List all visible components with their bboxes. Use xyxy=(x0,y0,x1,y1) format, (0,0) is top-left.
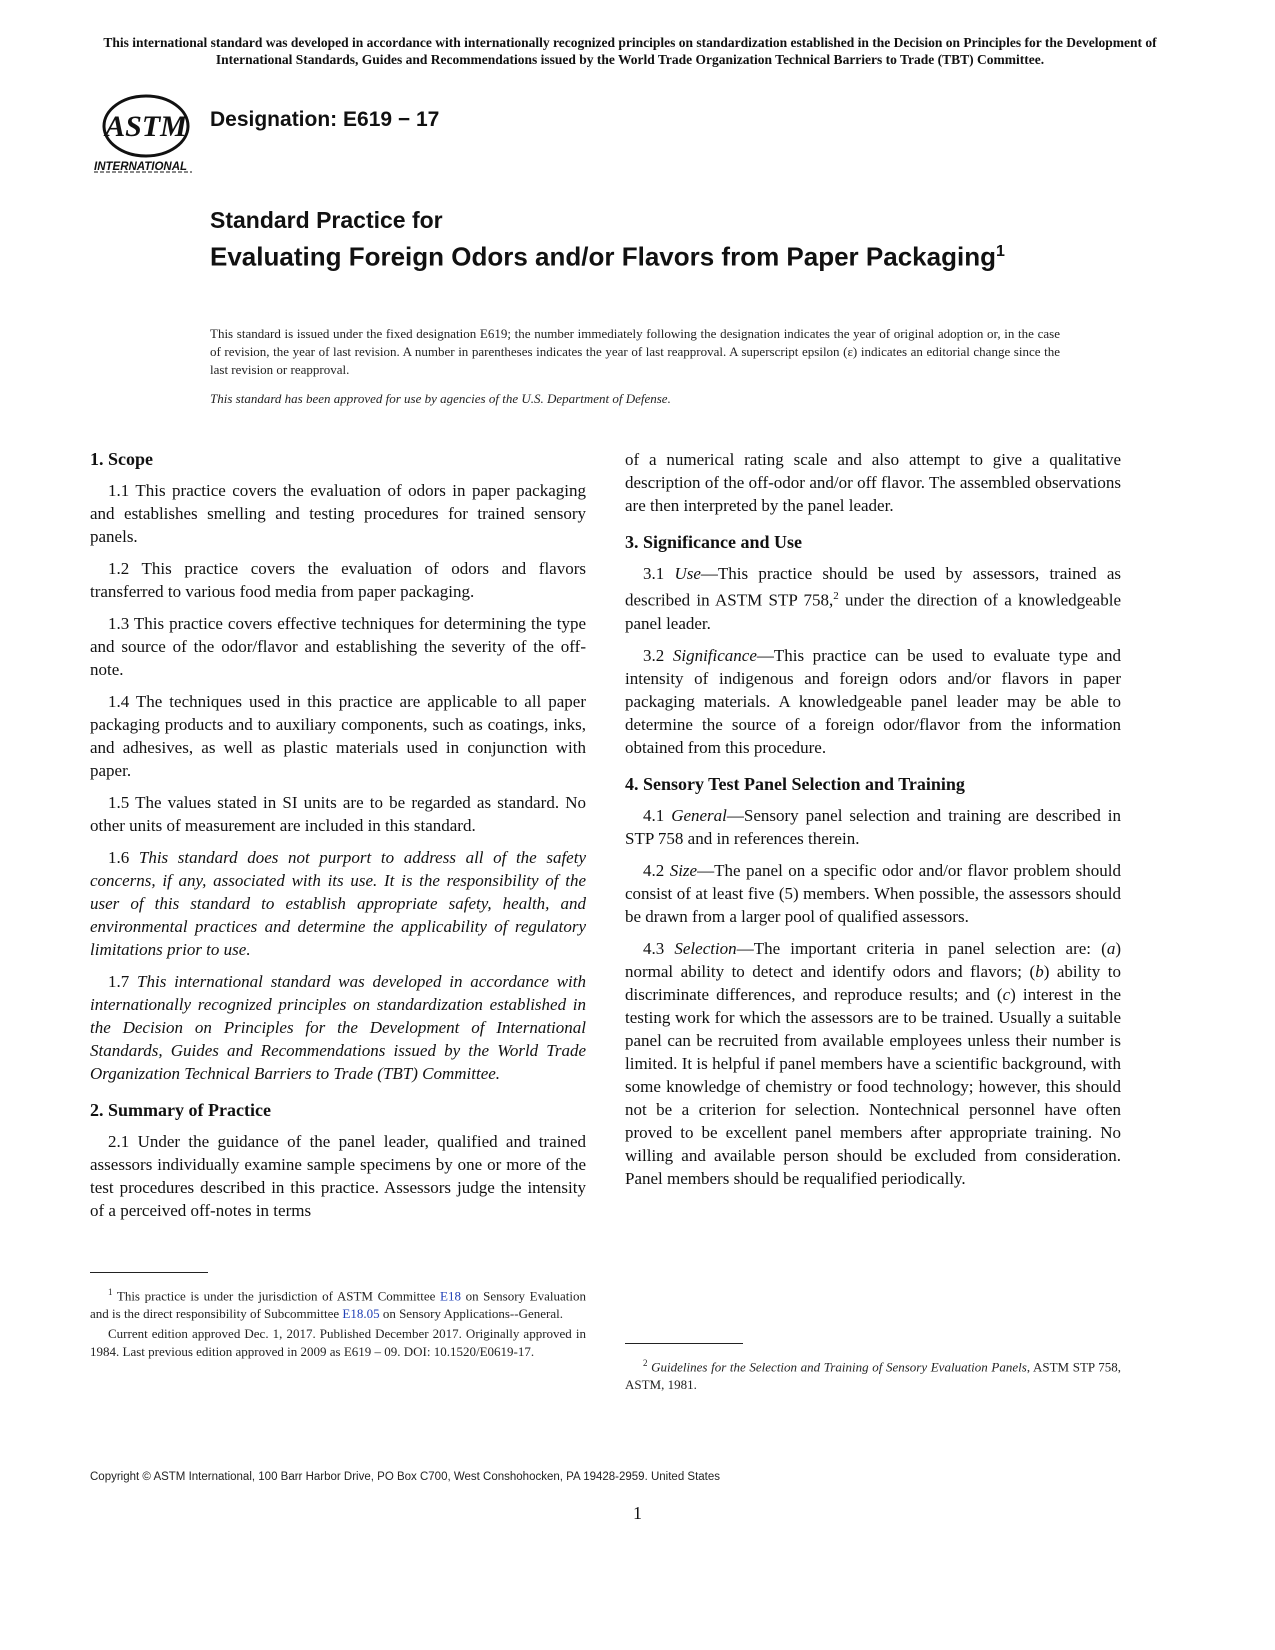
paragraph-4-1-term: General xyxy=(671,805,727,825)
section-heading-significance: 3. Significance and Use xyxy=(625,532,803,552)
title-footnote-mark: 1 xyxy=(995,243,1005,260)
paragraph-1-1: 1.1 This practice covers the evaluation of odors in paper packaging and establishes smelling and testing procedures for trained sensory panels. xyxy=(90,481,586,546)
paragraph-1-3: 1.3 This practice covers effective techniques for determining the type and source of the odor/flavor and establishing the severity of the off-note. xyxy=(90,614,586,679)
paragraph-1-7-text: This international standard was developed in accordance with internationally recognized principles on standardization established in the Decision on Principles for the Development of International Standards, Guides and Recommendations issued by the World Trade Organization Technical Barriers to Trade (TBT) Committee. xyxy=(90,972,586,1083)
footnote-2-title: Guidelines for the Selection and Training of Sensory Evaluation Panels xyxy=(651,1359,1027,1375)
paragraph-1-7-number: 1.7 xyxy=(108,972,130,991)
subcommittee-e18-05-link[interactable]: E18.05 xyxy=(342,1306,380,1322)
paragraph-1-6 xyxy=(90,846,586,961)
footnotes-right xyxy=(625,1343,1121,1396)
title-line2 xyxy=(210,235,1110,274)
paragraph-2-1-continued: of a numerical rating scale and also attempt to give a qualitative description of the off-odor and/or off flavor. The assembled observations are then interpreted by the panel leader. xyxy=(625,450,1121,515)
paragraph-4-1 xyxy=(625,804,1121,850)
footnote-ref-2: 2 xyxy=(833,590,839,602)
footnote-1-text-a: This practice is under the jurisdiction of ASTM Committee xyxy=(112,1288,440,1304)
top-notice: This international standard was developed in accordance with internationally recognized principles on standardization established in the Decision on Principles for the Development of International Standards, Guides and Recommendations issued by the World Trade Organization Technical Barriers to Trade (TBT) Committee. xyxy=(103,35,1157,67)
copyright: Copyright © ASTM International, 100 Barr Harbor Drive, PO Box C700, West Conshohocken, PA 19428-2959. United States xyxy=(90,1471,721,1483)
paragraph-4-3-item-b: b xyxy=(1035,961,1044,981)
page-number: 1 xyxy=(633,1503,642,1523)
designation: Designation: E619 − 17 xyxy=(210,108,440,131)
paragraph-3-2-number: 3.2 xyxy=(643,645,665,665)
paragraph-4-2 xyxy=(625,859,1121,928)
paragraph-1-6-text: This standard does not purport to address all of the safety concerns, if any, associated with its use. It is the responsibility of the user of this standard to establish appropriate safety, health, and environmental practices and determine the applicability of regulatory limitations prior to use. xyxy=(90,848,586,959)
issued-note: This standard is issued under the fixed designation E619; the number immediately following the designation indicates the year of original adoption or, in the case of revision, the year of last revision. A number in parentheses indicates the year of last reapproval. A superscript epsilon (ε) indicates an editorial change since the last revision or reapproval. xyxy=(210,326,1060,377)
footnotes-left xyxy=(90,1272,586,1363)
footnote-rule xyxy=(625,1343,743,1344)
paragraph-3-2-term: Significance xyxy=(672,645,757,665)
section-heading-scope: 1. Scope xyxy=(90,449,153,469)
paragraph-1-7 xyxy=(90,970,586,1085)
footnote-1 xyxy=(90,1283,586,1323)
logo-subtext: INTERNATIONAL xyxy=(94,161,188,173)
paragraph-4-2-number: 4.2 xyxy=(643,860,665,880)
paragraph-4-2-text: —The panel on a specific odor and/or flavor problem should consist of at least five (5) members. When possible, the assessors should be drawn from a larger pool of qualified assessors. xyxy=(625,860,1121,926)
paragraph-4-3 xyxy=(625,937,1121,1190)
title-main: Evaluating Foreign Odors and/or Flavors from Paper Packaging xyxy=(210,241,996,272)
paragraph-4-3-item-c: c xyxy=(1002,984,1011,1004)
paragraph-1-4: 1.4 The techniques used in this practice are applicable to all paper packaging products and to auxiliary components, such as coatings, inks, and adhesives, as well as plastic materials used in conjunction with paper. xyxy=(90,692,586,780)
dod-note: This standard has been approved for use by agencies of the U.S. Department of Defense. xyxy=(210,391,671,406)
footnote-1-text-b: on Sensory Evaluation and is the direct responsibility of Subcommittee xyxy=(90,1288,586,1322)
paragraph-4-3-text2: ) normal ability to detect and identify odors and flavors; ( xyxy=(625,938,1121,981)
logo-text: ASTM xyxy=(105,110,187,143)
paragraph-3-2 xyxy=(625,644,1121,759)
title-block xyxy=(210,205,1110,274)
section-heading-panel: 4. Sensory Test Panel Selection and Training xyxy=(625,773,965,794)
paragraph-4-3-item-a: a xyxy=(1106,938,1116,958)
footnote-rule xyxy=(90,1272,208,1273)
paragraph-4-3-text1: —The important criteria in panel selection are: ( xyxy=(736,938,1107,958)
paragraph-4-3-text4: ) interest in the testing work for which the assessors are to be trained. Usually a suitable panel can be recruited from available employees unless their number is limited. It is helpful if panel members have a scientific background, with some knowledge of chemistry or food technology; however, this should not be a criterion for selection. Nontechnical personnel have often proved to be excellent panel members after appropriate training. No willing and available person should be excluded from consideration. Panel members should be requalified periodically. xyxy=(625,984,1121,1188)
paragraph-3-1 xyxy=(625,562,1121,635)
paragraph-4-1-text: —Sensory panel selection and training are described in STP 758 and in references therein. xyxy=(625,805,1121,848)
title-line1: Standard Practice for xyxy=(210,207,443,233)
paragraph-4-3-term: Selection xyxy=(674,938,737,958)
section-heading-summary: 2. Summary of Practice xyxy=(90,1100,271,1120)
footnote-1-text-c: on Sensory Applications--General. xyxy=(379,1306,563,1322)
footnote-1-edition: Current edition approved Dec. 1, 2017. Published December 2017. Originally approved in 1984. Last previous edition approved in 2009 as E619 – 09. DOI: 10.1520/E0619-17. xyxy=(90,1326,586,1360)
footnote-1-mark: 1 xyxy=(108,1287,113,1297)
paragraph-4-1-number: 4.1 xyxy=(643,805,665,825)
paragraph-3-2-text: —This practice can be used to evaluate type and intensity of indigenous and foreign odors and/or flavors in paper packaging materials. A knowledgeable panel leader may be able to determine the source of a foreign odor/flavor from the information obtained from this procedure. xyxy=(625,645,1122,757)
paragraph-1-2: 1.2 This practice covers the evaluation of odors and flavors transferred to various food media from paper packaging. xyxy=(90,559,586,601)
paragraph-4-3-number: 4.3 xyxy=(643,938,665,958)
footnote-2-rest: , ASTM STP 758, ASTM, 1981. xyxy=(625,1359,1122,1393)
committee-e18-link[interactable]: E18 xyxy=(440,1288,461,1304)
footnote-2-mark: 2 xyxy=(643,1358,648,1368)
paragraph-4-3-text3: ) ability to discriminate differences, and reproduce results; and ( xyxy=(625,961,1121,1004)
paragraph-3-1-term: Use xyxy=(674,564,701,583)
paragraph-3-1-text: —This practice should be used by assessors, trained as described in ASTM STP 758, xyxy=(625,564,1122,610)
paragraph-3-1-rest: under the direction of a knowledgeable panel leader. xyxy=(625,590,1121,633)
paragraph-2-1: 2.1 Under the guidance of the panel leader, qualified and trained assessors individually examine sample specimens by one or more of the test procedures described in this practice. Assessors judge the intensity of a perceived off-notes in terms xyxy=(90,1132,586,1220)
paragraph-3-1-number: 3.1 xyxy=(643,564,665,583)
right-column xyxy=(625,448,1121,1199)
paragraph-1-6-number: 1.6 xyxy=(108,848,130,867)
astm-logo-icon xyxy=(92,92,200,174)
left-column xyxy=(90,448,586,1231)
paragraph-4-2-term: Size xyxy=(669,860,698,880)
paragraph-1-5: 1.5 The values stated in SI units are to be regarded as standard. No other units of measurement are included in this standard. xyxy=(90,793,586,835)
footnote-2 xyxy=(625,1354,1121,1394)
